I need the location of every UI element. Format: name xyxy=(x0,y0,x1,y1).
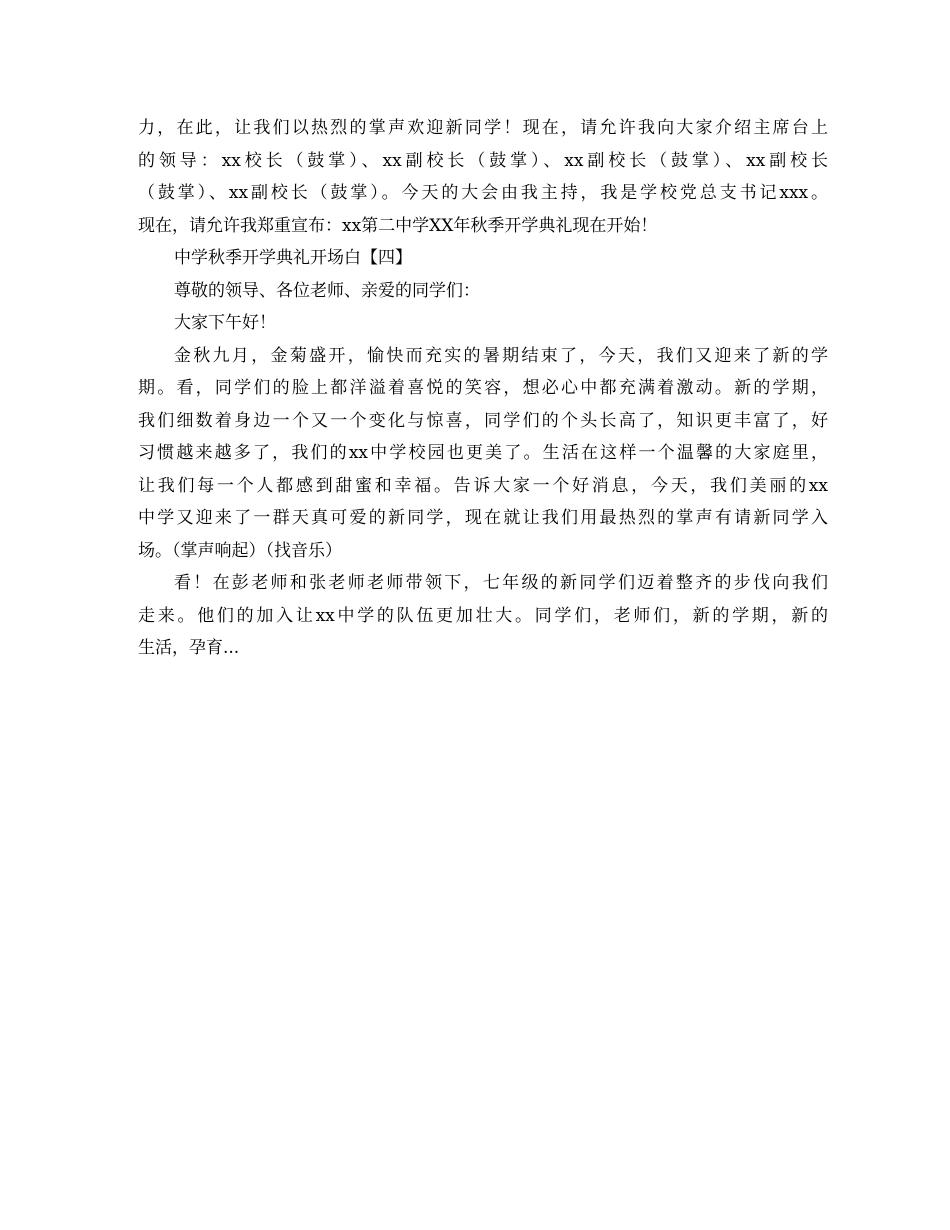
paragraph-line: 场。（掌声响起）（找音乐） xyxy=(138,540,342,561)
paragraph-line: 习惯越来越多了，我们的xx中学校园也更美了。生活在这样一个温馨的大家庭里， xyxy=(138,443,828,463)
salutation: 尊敬的领导、各位老师、亲爱的同学们： xyxy=(174,280,480,301)
paragraph-line: 我们细数着身边一个又一个变化与惊喜，同学们的个头长高了，知识更丰富了，好 xyxy=(138,410,828,431)
section-heading: 中学秋季开学典礼开场白【四】 xyxy=(174,248,412,268)
paragraph-line: 让我们每一个人都感到甜蜜和幸福。告诉大家一个好消息，今天，我们美丽的xx xyxy=(138,475,828,496)
paragraph-line: 力，在此，让我们以热烈的掌声欢迎新同学！现在，请允许我向大家介绍主席台上 xyxy=(138,118,828,138)
paragraph-line: 的领导：xx校长（鼓掌）、xx副校长（鼓掌）、xx副校长（鼓掌）、xx副校长 xyxy=(138,150,828,171)
paragraph-line: 生活，孕育... xyxy=(138,638,240,658)
paragraph-line: 现在，请允许我郑重宣布：xx第二中学XX年秋季开学典礼现在开始！ xyxy=(138,215,658,236)
paragraph-line: 看！在彭老师和张老师老师带领下，七年级的新同学们迈着整齐的步伐向我们 xyxy=(174,573,828,593)
paragraph-line: 走来。他们的加入让xx中学的队伍更加壮大。同学们，老师们，新的学期，新的 xyxy=(138,605,828,626)
document-body xyxy=(138,112,828,665)
paragraph-line: 中学又迎来了一群天真可爱的新同学，现在就让我们用最热烈的掌声有请新同学入 xyxy=(138,508,828,528)
paragraph-line: （鼓掌）、xx副校长（鼓掌）。今天的大会由我主持，我是学校党总支书记xxx。 xyxy=(138,183,828,203)
greeting: 大家下午好！ xyxy=(174,313,276,333)
paragraph-line: 金秋九月，金菊盛开，愉快而充实的暑期结束了，今天，我们又迎来了新的学 xyxy=(174,345,828,366)
paragraph-line: 期。看，同学们的脸上都洋溢着喜悦的笑容，想必心中都充满着激动。新的学期， xyxy=(138,378,828,398)
